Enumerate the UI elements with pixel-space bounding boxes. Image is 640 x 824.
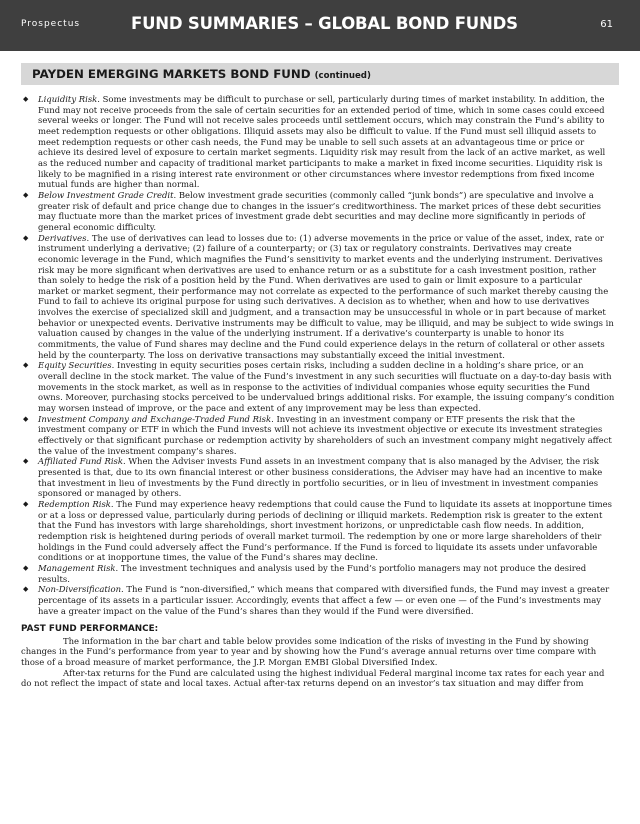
bullet-icon: ◆ bbox=[23, 585, 29, 594]
past-performance-heading: PAST FUND PERFORMANCE: bbox=[21, 624, 159, 635]
bullet-icon: ◆ bbox=[23, 95, 29, 103]
risk-text: . The investment techniques and analysis used by the Fund’s portfolio managers may not produce the desired results. bbox=[38, 562, 587, 584]
risk-name: Redemption Risk bbox=[38, 498, 111, 509]
risk-text: . Investing in an investment company or ETF presents the risk that the investment company or ETF in which the Fund invests will not achieve its investment objective or execute its investment strategies effectively or that significant purchase or redemption activity by shareholders of such an investment company might negatively affect the value of the investment company’s shares. bbox=[38, 413, 612, 456]
risk-text: . The Fund may experience heavy redemptions that could cause the Fund to liquidate its assets at inopportune times or at a loss or depressed value, particularly during periods of declining or illiquid markets. Redemption risk is greater to the extent that the Fund has investors with large shareholdings, short investment horizons, or unpredictable cash flow needs. In addition, redemption risk is heightened during periods of overall market turmoil. The redemption by one or more large shareholders of their holdings in the Fund could adversely affect the Fund’s performance. If the Fund is forced to liquidate its assets under unfavorable conditions or at inopportune times, the value of the Fund’s shares may decline. bbox=[38, 498, 612, 563]
risk-item-management bbox=[21, 563, 615, 584]
bullet-icon: ◆ bbox=[23, 499, 29, 508]
risk-name: Investment Company and Exchange-Traded Fund Risk bbox=[38, 413, 272, 424]
risk-name: Derivatives bbox=[38, 232, 87, 243]
risk-text: . Some investments may be difficult to purchase or sell, particularly during times of market instability. In addition, the Fund may not receive proceeds from the sale of certain securities for an extended period of time, which in some cases could exceed several weeks or longer. The Fund will not receive sales proceeds until settlement occurs, which may constrain the Fund’s ability to meet redemption requests or other obligations. Illiquid assets may also be difficult to value. If the Fund must sell illiquid assets to meet redemption requests or other cash needs, the Fund may be unable to sell such assets at an advantageous time or price or achieve its desired level of exposure to certain market segments. Liquidity risk may result from the lack of an active market, as well as the reduced number and capacity of traditional market participants to make a market in fixed income securities. Liquidity risk is likely to be magnified in a rising interest rate environment or other circumstances where investor redemptions from fixed income mutual funds are higher than normal. bbox=[38, 94, 606, 190]
risk-item-liquidity bbox=[21, 94, 615, 190]
fund-name bbox=[32, 67, 371, 81]
continued-label: (continued) bbox=[314, 71, 371, 81]
risk-item-derivatives bbox=[21, 233, 615, 361]
risk-item-equity-securities bbox=[21, 360, 615, 413]
page-header bbox=[0, 0, 640, 51]
bullet-icon: ◆ bbox=[23, 190, 29, 199]
risk-name: Affiliated Fund Risk bbox=[38, 456, 123, 467]
risk-text: . The use of derivatives can lead to losses due to: (1) adverse movements in the price or value of the asset, index, rate or instrument underlying a derivative; (2) failure of a counterparty; or (3) tax or regulatory constraints. Derivatives may create economic leverage in the Fund, which magnifies the Fund’s sensitivity to market events and the underlying instrument. Derivatives risk may be more significant when derivatives are used to enhance return or as a substitute for a cash investment position, rather than solely to hedge the risk of a position held by the Fund. When derivatives are used to gain or limit exposure to a particular market or market segment, their performance may not correlate as expected to the performance of such market thereby causing the Fund to fail to achieve its original purpose for using such derivatives. A decision as to whether, when and how to use derivatives involves the exercise of specialized skill and judgment, and a transaction may be unsuccessful in whole or in part because of market behavior or unexpected events. Derivative instruments may be difficult to value, may be illiquid, and may be subject to wide swings in valuation caused by changes in the value of the underlying instrument. If a derivative’s counterparty is unable to honor its commitments, the value of Fund shares may decline and the Fund could experience delays in the return of collateral or other assets held by the counterparty. The loss on derivative transactions may substantially exceed the initial investment. bbox=[38, 232, 614, 360]
after-tax-paragraph: After-tax returns for the Fund are calculated using the highest individual Federal marginal income tax rates for each year and do not reflect the impact of state and local taxes. Actual after-tax returns depend on an investor’s tax situation and may differ from bbox=[21, 667, 605, 689]
risk-item-investment-company-etf bbox=[21, 414, 615, 457]
risk-name: Liquidity Risk bbox=[38, 94, 98, 104]
bullet-icon: ◆ bbox=[23, 361, 29, 370]
risk-list bbox=[21, 94, 615, 616]
page-number: 61 bbox=[600, 19, 613, 30]
bullet-icon: ◆ bbox=[23, 233, 29, 242]
risk-text: . Below investment grade securities (commonly called “junk bonds”) are speculative and involve a greater risk of default and price change due to changes in the issuer’s creditworthiness. The market prices of these debt securities may fluctuate more than the market prices of investment grade debt securities and may decline more significantly in periods of general economic difficulty. bbox=[38, 189, 601, 232]
risk-name: Equity Securities bbox=[38, 360, 112, 371]
document-body bbox=[21, 94, 615, 689]
risk-text: . Investing in equity securities poses certain risks, including a sudden decline in a holding’s share price, or an overall decline in the stock market. The value of the Fund’s investment in any such securities will fluctuate on a day-to-day basis with movements in the stock market, as well as in response to the activities of individual companies whose equity securities the Fund owns. Moreover, purchasing stocks perceived to be undervalued brings additional risks. For example, the issuing company’s condition may worsen instead of improve, or the pace and extent of any improvement may be less than expected. bbox=[38, 360, 615, 414]
prospectus-label: Prospectus bbox=[21, 19, 81, 29]
bullet-icon: ◆ bbox=[23, 457, 29, 466]
risk-item-non-diversification bbox=[21, 584, 615, 616]
page-title: FUND SUMMARIES – GLOBAL BOND FUNDS bbox=[131, 14, 518, 33]
risk-item-below-investment-grade bbox=[21, 190, 615, 233]
bullet-icon: ◆ bbox=[23, 414, 29, 423]
risk-item-affiliated-fund bbox=[21, 456, 615, 499]
risk-name: Non-Diversification bbox=[38, 584, 122, 595]
risk-text: . The Fund is “non-diversified,” which means that compared with diversified funds, the Fund may invest a greater percentage of its assets in a particular issuer. Accordingly, events that affect a few — or even one — of the Fund’s investments may have a greater impact on the value of the Fund’s shares than they would if the Fund were diversified. bbox=[38, 584, 610, 616]
risk-text: . When the Adviser invests Fund assets in an investment company that is also managed by the Adviser, the risk presented is that, due to its own financial interest or other business considerations, the Adviser may have had an incentive to make that investment in lieu of investments by the Fund directly in portfolio securities, or in lieu of investment in investment companies sponsored or managed by others. bbox=[38, 456, 603, 499]
past-performance-paragraph: The information in the bar chart and table below provides some indication of the risks of investing in the Fund by showing changes in the Fund’s performance from year to year and by showing how the Fund’s average annual returns over time compare with those of a broad measure of market performance, the J.P. Morgan EMBI Global Diversified Index. bbox=[21, 635, 597, 668]
bullet-icon: ◆ bbox=[23, 563, 29, 572]
fund-name-text: PAYDEN EMERGING MARKETS BOND FUND bbox=[32, 67, 311, 81]
risk-item-redemption bbox=[21, 499, 615, 563]
risk-name: Management Risk bbox=[38, 562, 116, 573]
risk-name: Below Investment Grade Credit bbox=[38, 189, 174, 200]
fund-name-banner bbox=[21, 63, 619, 85]
